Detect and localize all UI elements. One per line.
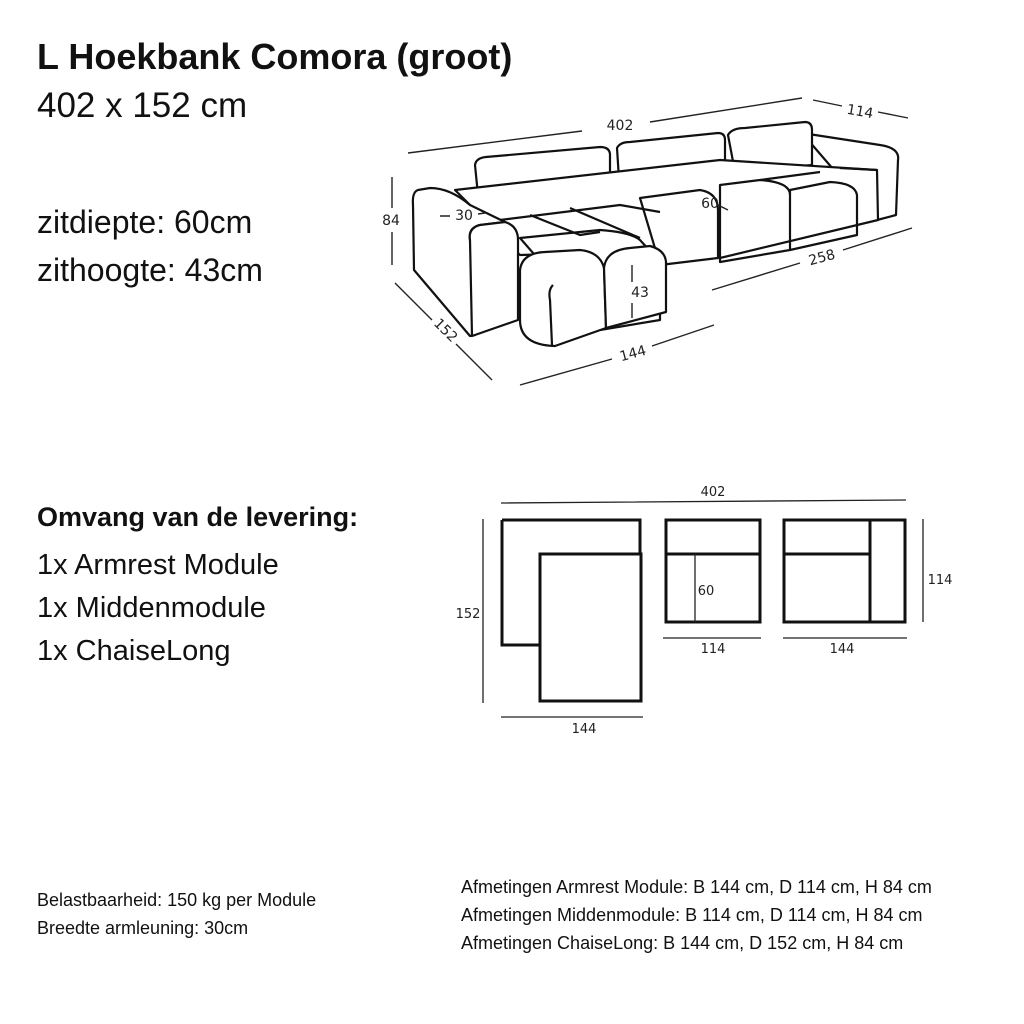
dims-middle-module: Afmetingen Middenmodule: B 114 cm, D 114 cm, H 84 cm xyxy=(461,905,923,925)
plan-armrest-module xyxy=(784,520,905,622)
plan-dimension-labels xyxy=(456,485,953,737)
plan-dim-114-depth: 114 xyxy=(927,573,953,588)
left-arm-front xyxy=(470,222,518,336)
product-size: 402 x 152 cm xyxy=(37,86,248,125)
dim-402: 402 xyxy=(606,118,634,134)
plan-chaise xyxy=(502,520,641,701)
dim-30: 30 xyxy=(455,208,473,224)
delivery-item: 1x Middenmodule xyxy=(37,592,266,624)
floor-plan xyxy=(502,520,905,701)
dim-60: 60 xyxy=(701,196,719,212)
load-capacity: Belastbaarheid: 150 kg per Module xyxy=(37,890,317,910)
plan-dim-402: 402 xyxy=(700,485,726,500)
dim-144: 144 xyxy=(618,342,648,366)
plan-dim-114-middle: 114 xyxy=(700,642,726,657)
dims-chaiselong: Afmetingen ChaiseLong: B 144 cm, D 152 cm, H 84 cm xyxy=(461,933,904,953)
plan-dimension-lines xyxy=(483,500,923,717)
product-title: L Hoekbank Comora (groot) xyxy=(37,36,513,77)
dim-152: 152 xyxy=(430,315,461,346)
dim-114: 114 xyxy=(845,101,875,123)
plan-middle-module xyxy=(666,520,760,622)
armrest-width: Breedte armleuning: 30cm xyxy=(37,918,249,938)
plan-dim-152: 152 xyxy=(455,607,481,622)
plan-dim-60: 60 xyxy=(697,584,715,599)
plan-dim-144-chaise: 144 xyxy=(571,722,597,737)
delivery-item: 1x ChaiseLong xyxy=(37,635,231,667)
chaise-front-left xyxy=(520,250,606,346)
dim-43: 43 xyxy=(631,285,649,301)
dims-armrest-module: Afmetingen Armrest Module: B 144 cm, D 114 cm, H 84 cm xyxy=(461,877,932,897)
delivery-item: 1x Armrest Module xyxy=(37,549,279,581)
dim-84: 84 xyxy=(382,213,400,229)
seat-depth-spec: zitdiepte: 60cm xyxy=(37,204,253,240)
plan-dim-144-arm: 144 xyxy=(829,642,855,657)
dim-258: 258 xyxy=(807,246,837,270)
delivery-heading: Omvang van de levering: xyxy=(37,502,359,532)
sofa-sketch xyxy=(413,122,898,346)
seat-height-spec: zithoogte: 43cm xyxy=(37,252,263,288)
